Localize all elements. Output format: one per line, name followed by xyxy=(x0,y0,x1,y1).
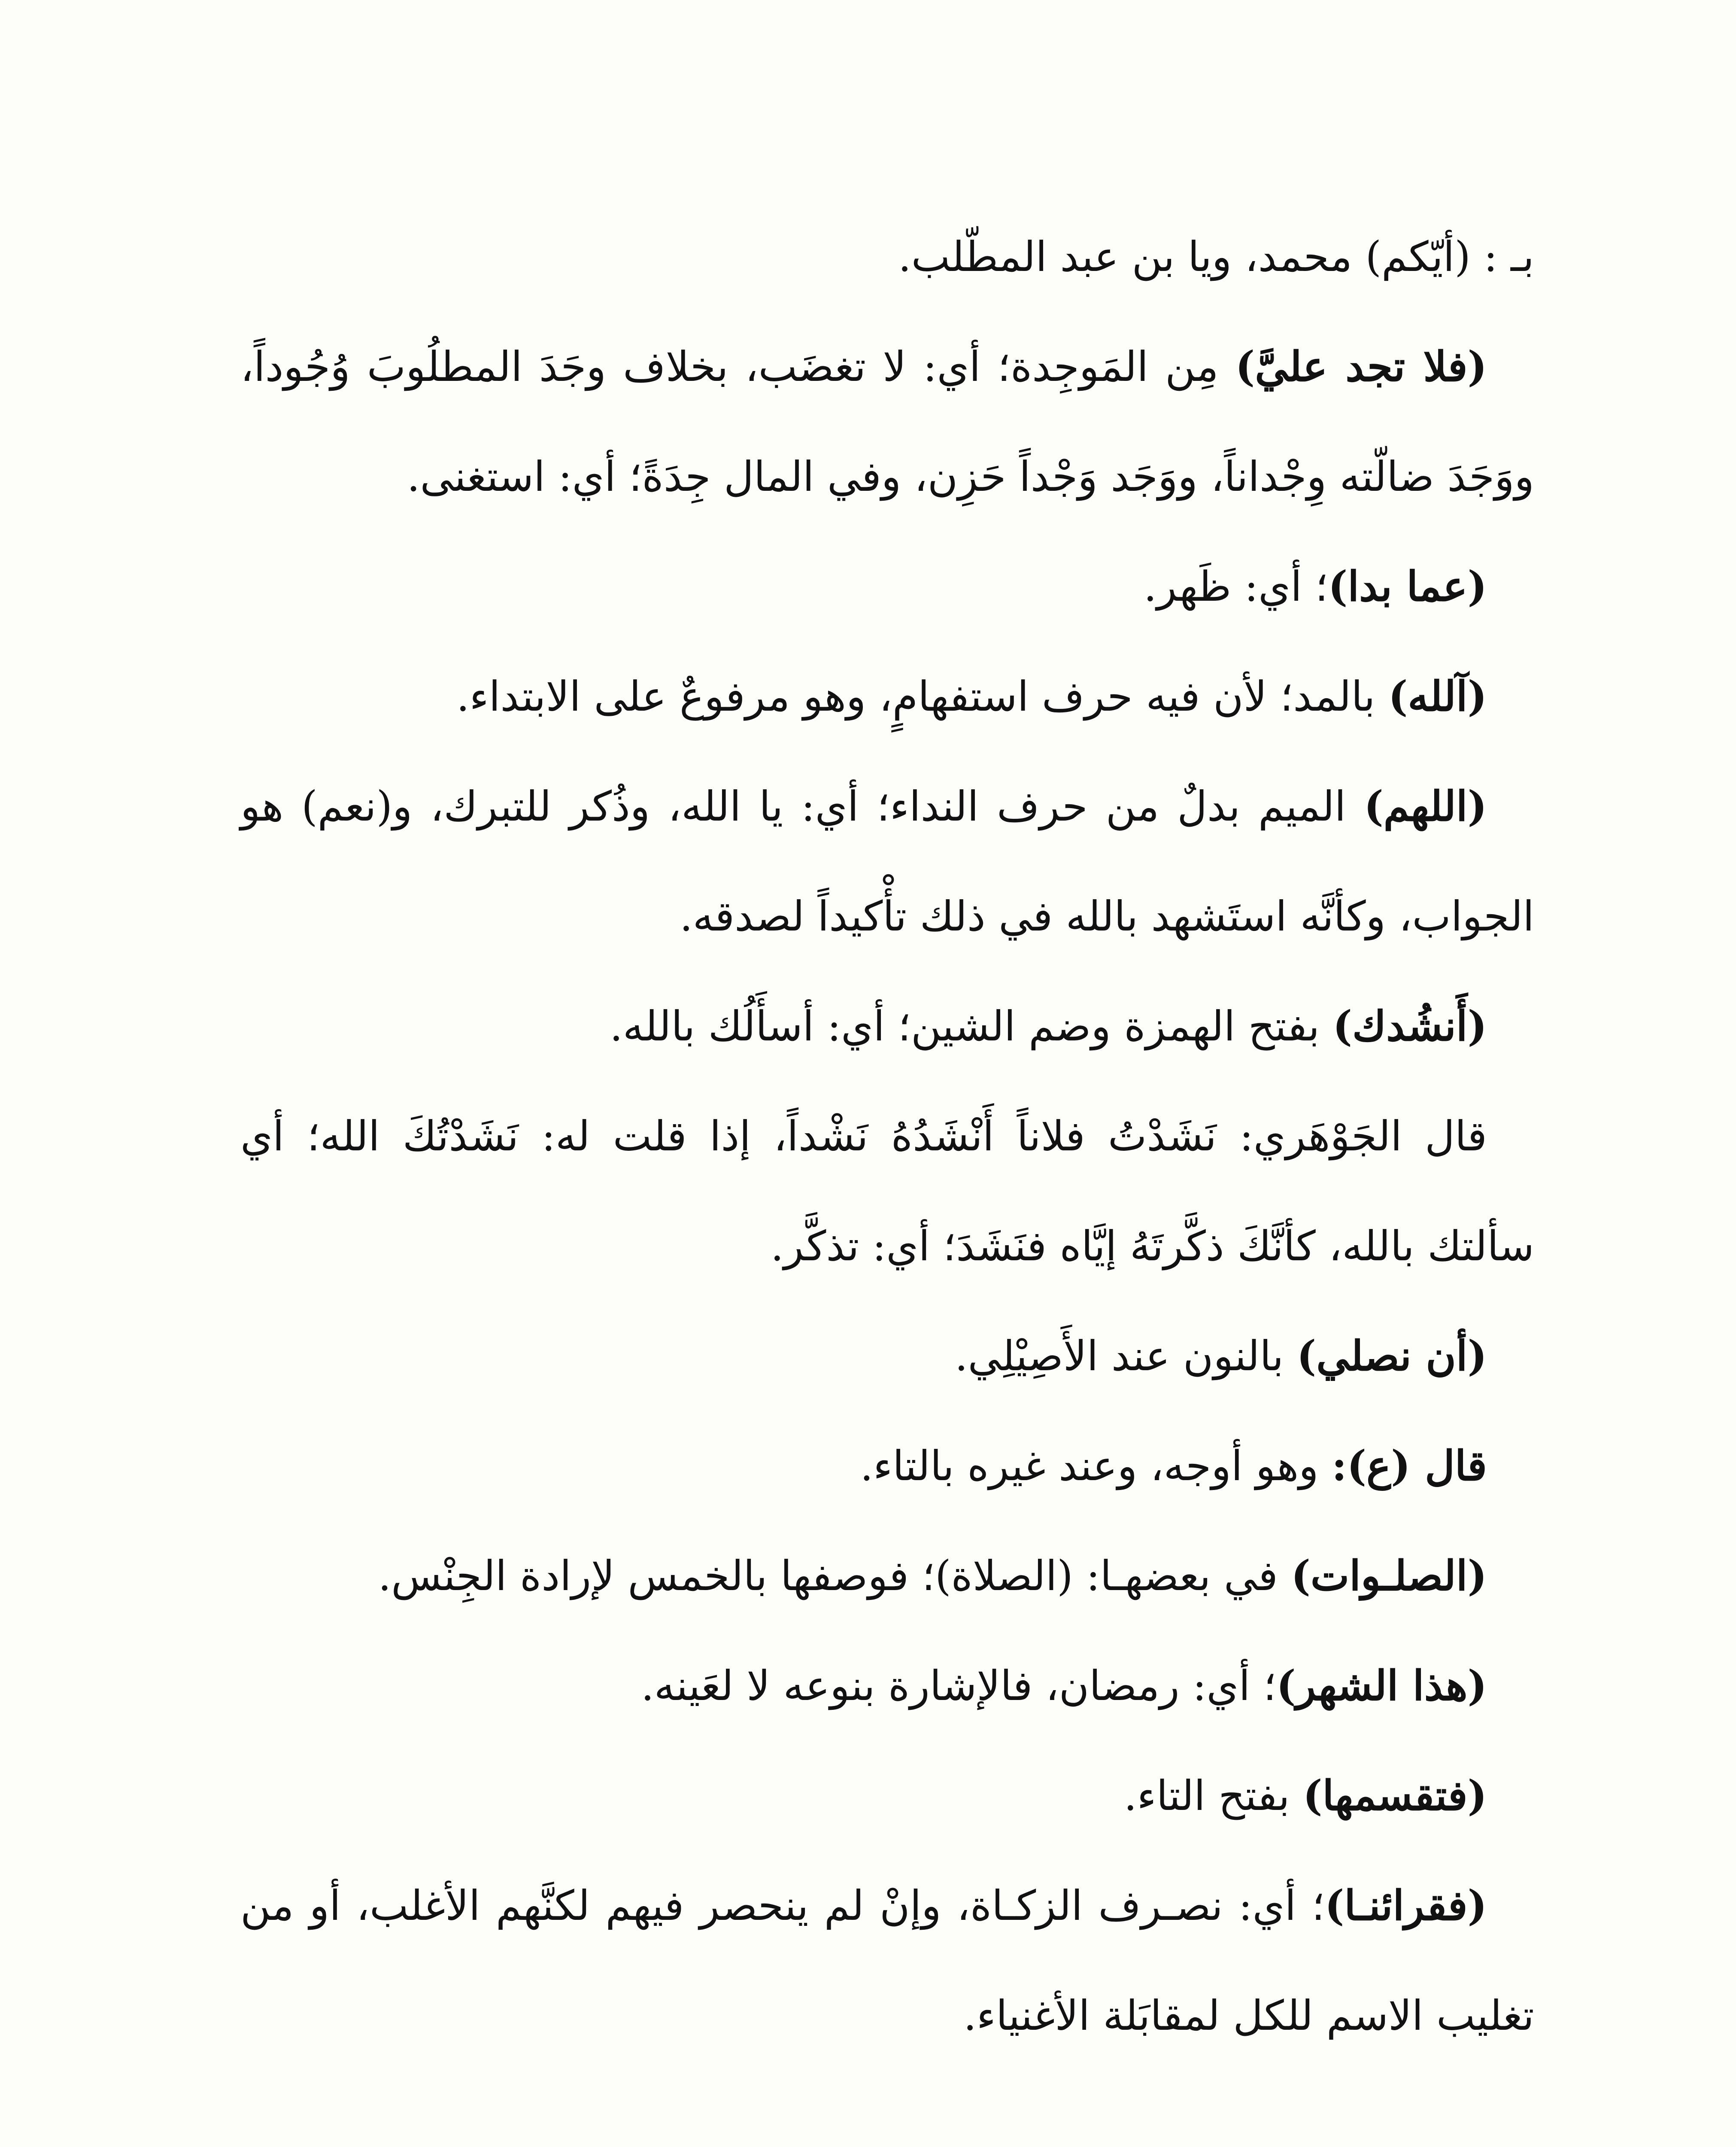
paragraph-3-text: ؛ أي: ظَهر. xyxy=(1144,563,1328,611)
paragraph-10 xyxy=(240,1521,1534,1631)
paragraph-4-text: بالمد؛ لأن فيه حرف استفهامٍ، وهو مرفوعٌ على الابتداء. xyxy=(456,672,1388,721)
text-block xyxy=(240,202,1534,2071)
paragraph-3 xyxy=(240,532,1534,642)
paragraph-1-text: بـ : (أيّكم) محمد، ويا بن عبد المطّلب. xyxy=(898,233,1534,281)
paragraph-12 xyxy=(240,1741,1534,1851)
paragraph-11-text: ؛ أي: رمضان، فالإشارة بنوعه لا لعَينه. xyxy=(641,1662,1277,1710)
paragraph-12-text: بفتح التاء. xyxy=(1124,1772,1303,1820)
paragraph-11 xyxy=(240,1631,1534,1741)
paragraph-4 xyxy=(240,642,1534,751)
paragraph-2-head: (فلا تجد عليَّ) xyxy=(1235,342,1487,391)
paragraph-13 xyxy=(240,1851,1534,2071)
paragraph-5 xyxy=(240,751,1534,971)
paragraph-8 xyxy=(240,1301,1534,1411)
paragraph-10-text: في بعضهـا: (الصلاة)؛ فوصفها بالخمس لإرادة الجِنْس. xyxy=(378,1552,1291,1600)
paragraph-6 xyxy=(240,971,1534,1081)
paragraph-8-text: بالنون عند الأَصِيْلِي. xyxy=(955,1332,1297,1380)
paragraph-13-text: ؛ أي: نصـرف الزكـاة، وإنْ لم ينحصر فيهم لكنَّهم الأغلب، أو من تغليب الاسم للكل لمقابَلة الأغنياء. xyxy=(240,1882,1534,2040)
paragraph-7 xyxy=(240,1081,1534,1301)
paragraph-2-text: مِن المَوجِدة؛ أي: لا تغضَب، بخلاف وجَدَ المطلُوبَ وُجُوداً، ووَجَدَ ضالّته وِجْداناً، ووَجَد وَجْداً حَزِن، وفي المال جِدَةً؛ أي: استغنى. xyxy=(240,343,1534,501)
paragraph-4-head: (آلله) xyxy=(1388,672,1487,721)
paragraph-13-head: (فقرائنـا) xyxy=(1325,1881,1487,1930)
paragraph-1 xyxy=(240,202,1534,312)
paragraph-2 xyxy=(240,312,1534,532)
paragraph-6-text: بفتح الهمزة وضم الشين؛ أي: أسأَلُك بالله. xyxy=(610,1002,1333,1050)
paragraph-6-head: (أَنشُدك) xyxy=(1332,1002,1487,1050)
paragraph-5-head: (اللهم) xyxy=(1364,782,1487,830)
paragraph-9-head: قال (ع): xyxy=(1332,1441,1487,1490)
paragraph-5-text: الميم بدلٌ من حرف النداء؛ أي: يا الله، وذُكر للتبرك، و(نعم) هو الجواب، وكأنَّه استَشهد بالله في ذلك تأْكيداً لصدقه. xyxy=(240,782,1534,940)
paragraph-8-head: (أن نصلي) xyxy=(1296,1332,1487,1380)
paragraph-7-text: قال الجَوْهَري: نَشَدْتُ فلاناً أَنْشَدُهُ نَشْداً، إذا قلت له: نَشَدْتُكَ الله؛ أي سألتك بالله، كأنَّكَ ذكَّرتَهُ إيَّاه فنَشَدَ؛ أي: تذكَّر. xyxy=(240,1112,1534,1270)
paragraph-11-head: (هذا الشهر) xyxy=(1276,1661,1487,1710)
paragraph-9-text: وهو أوجه، وعند غيره بالتاء. xyxy=(860,1442,1332,1490)
paragraph-10-head: (الصلـوات) xyxy=(1291,1551,1487,1600)
paragraph-9 xyxy=(240,1411,1534,1521)
paragraph-3-head: (عما بدا) xyxy=(1328,562,1487,611)
paragraph-12-head: (فتقسمها) xyxy=(1303,1771,1487,1820)
